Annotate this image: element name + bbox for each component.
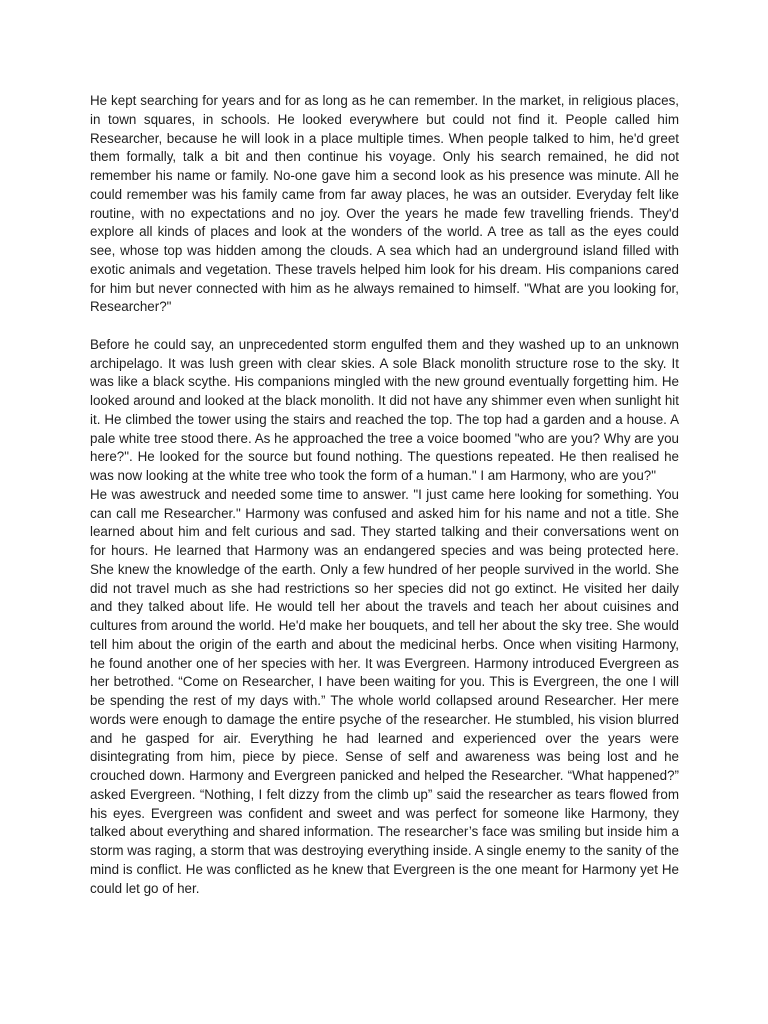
paragraph-2: Before he could say, an unprecedented storm engulfed them and they washed up to an unknown archipelago. It was lush green with clear skies. A sole Black monolith structure rose to the sky. It was like a black scythe. His companions mingled with the new ground eventually forgetting him. He looked around and looked at the black monolith. It did not have any shimmer even when sunlight hit it. He climbed the tower using the stairs and reached the top. The top had a garden and a house. A pale white tree stood there. As he approached the tree a voice boomed "who are you? Why are you here?". He looked for the source but found nothing. The questions repeated. He then realised he was now looking at the white tree who took the form of a human." I am Harmony, who are you?" [90, 336, 679, 483]
paragraph-3: He was awestruck and needed some time to answer. "I just came here looking for something. You can call me Researcher." Harmony was confused and asked him for his name and not a title. She learned about him and felt curious and sad. They started talking and their conversations went on for hours. He learned that Harmony was an endangered species and was being protected here. She knew the knowledge of the earth. Only a few hundred of her people survived in the world. She did not travel much as she had restrictions so her species did not go extinct. He visited her daily and they talked about life. He would tell her about the travels and teach her about cuisines and cultures from around the world. He'd make her bouquets, and tell her about the sky tree. She would tell him about the origin of the earth and about the medicinal herbs. Once when visiting Harmony, he found another one of her species with her. It was Evergreen. Harmony introduced Evergreen as her betrothed. “Come on Researcher, I have been waiting for you. This is Evergreen, the one I will be spending the rest of my days with.” The whole world collapsed around Researcher. Her mere words were enough to damage the entire psyche of the researcher. He stumbled, his vision blurred and he gasped for air. Everything he had learned and experienced over the years were disintegrating from him, piece by piece. Sense of self and awareness was being lost and he crouched down. Harmony and Evergreen panicked and helped the Researcher. “What happened?” asked Evergreen. “Nothing, I felt dizzy from the climb up” said the researcher as tears flowed from his eyes. Evergreen was confident and sweet and was perfect for someone like Harmony, they talked about everything and shared information. The researcher’s face was smiling but inside him a storm was raging, a storm that was destroying everything inside. A single enemy to the sanity of the mind is conflict. He was conflicted as he knew that Evergreen is the one meant for Harmony yet He could let go of her. [90, 486, 679, 896]
document-page [90, 92, 679, 898]
paragraph-1: He kept searching for years and for as long as he can remember. In the market, in religious places, in town squares, in schools. He looked everywhere but could not find it. People called him Researcher, because he will look in a place multiple times. When people talked to him, he'd greet them formally, talk a bit and then continue his voyage. Only his search remained, he did not remember his name or family. No-one gave him a second look as his presence was minute. All he could remember was his family came from far away places, he was an outsider. Everyday felt like routine, with no expectations and no joy. Over the years he made few travelling friends. They'd explore all kinds of places and look at the wonders of the world. A tree as tall as the eyes could see, whose top was hidden among the clouds. A sea which had an underground island filled with exotic animals and vegetation. These travels helped him look for his dream. His companions cared for him but never connected with him as he always remained to himself. "What are you looking for, Researcher?" [90, 93, 679, 315]
